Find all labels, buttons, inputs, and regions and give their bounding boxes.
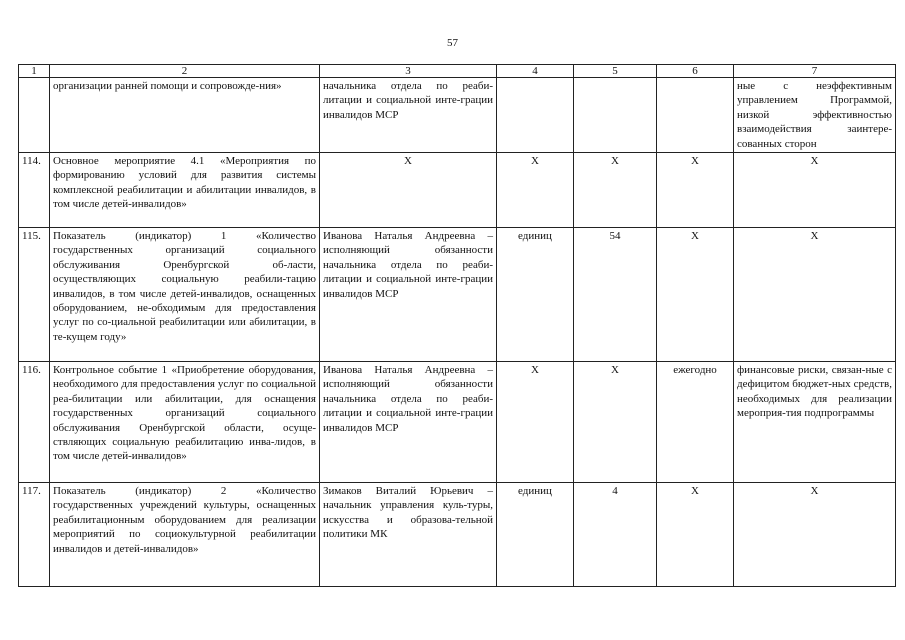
period — [657, 78, 734, 153]
row-number: 117. — [19, 483, 50, 587]
column-header: 3 — [320, 65, 497, 78]
page-number: 57 — [447, 37, 458, 49]
unit: Х — [497, 153, 574, 228]
table-row — [19, 483, 896, 587]
column-header: 6 — [657, 65, 734, 78]
plan-table — [18, 64, 896, 587]
column-header: 4 — [497, 65, 574, 78]
table-row — [19, 153, 896, 228]
value: Х — [574, 362, 657, 483]
risks: Х — [734, 228, 896, 362]
column-header: 2 — [50, 65, 320, 78]
responsible-person: начальника отдела по реаби-литации и социальной инте-грации инвалидов МСР — [320, 78, 497, 153]
unit: единиц — [497, 483, 574, 587]
unit — [497, 78, 574, 153]
value: 4 — [574, 483, 657, 587]
value: 54 — [574, 228, 657, 362]
responsible-person: Иванова Наталья Андреевна – исполняющий обязанности начальника отдела по реаби-литации и социальной инте-грации инвалидов МСР — [320, 228, 497, 362]
activity-name: Показатель (индикатор) 2 «Количество государственных учреждений культуры, оснащенных реабилитационным оборудованием для реализации мероприятий по социокультурной реабилитации инвалидов и детей-инвалидов» — [50, 483, 320, 587]
risks: Х — [734, 483, 896, 587]
risks: финансовые риски, связан-ные с дефицитом бюджет-ных средств, необходимых для реализации мероприя-тия подпрограммы — [734, 362, 896, 483]
unit: Х — [497, 362, 574, 483]
row-number: 116. — [19, 362, 50, 483]
activity-name: Показатель (индикатор) 1 «Количество государственных организаций социального обслуживания Оренбургской об-ласти, осуществляющих социальную реабили-тацию инвалидов, в том числе детей-инвалидов, оснащенных оборудованием, не-обходимым для предоставления услуг по со-циальной реабилитации или абилитации, в те-кущем году» — [50, 228, 320, 362]
unit: единиц — [497, 228, 574, 362]
period: Х — [657, 483, 734, 587]
table-row — [19, 78, 896, 153]
table-row — [19, 228, 896, 362]
period: Х — [657, 153, 734, 228]
responsible-person: Иванова Наталья Андреевна – исполняющий обязанности начальника отдела по реаби-литации и социальной инте-грации инвалидов МСР — [320, 362, 497, 483]
risks: ные с неэффективным управлением Программой, низкой эффективностью взаимодействия заинтере-сованных сторон — [734, 78, 896, 153]
header-row — [19, 65, 896, 78]
column-header: 5 — [574, 65, 657, 78]
column-header: 1 — [19, 65, 50, 78]
period: Х — [657, 228, 734, 362]
row-number: 115. — [19, 228, 50, 362]
activity-name: организации ранней помощи и сопровожде-ния» — [50, 78, 320, 153]
activity-name: Основное мероприятие 4.1 «Мероприятия по формированию условий для развития системы комплексной реабилитации и абилитации инвалидов, в том числе детей-инвалидов» — [50, 153, 320, 228]
row-number — [19, 78, 50, 153]
table-row — [19, 362, 896, 483]
activity-name: Контрольное событие 1 «Приобретение оборудования, необходимого для предоставления услуг по социальной реа-билитации или абилитации, для оснащения государственных организаций социального обслуживания Оренбургской области, осуще-ствляющих социальную реабилитацию инва-лидов, в том числе детей-инвалидов» — [50, 362, 320, 483]
responsible-person: Зимаков Виталий Юрьевич – начальник управления куль-туры, искусства и образова-тельной политики МК — [320, 483, 497, 587]
period: ежегодно — [657, 362, 734, 483]
column-header: 7 — [734, 65, 896, 78]
risks: Х — [734, 153, 896, 228]
value — [574, 78, 657, 153]
value: Х — [574, 153, 657, 228]
row-number: 114. — [19, 153, 50, 228]
responsible-person: Х — [320, 153, 497, 228]
